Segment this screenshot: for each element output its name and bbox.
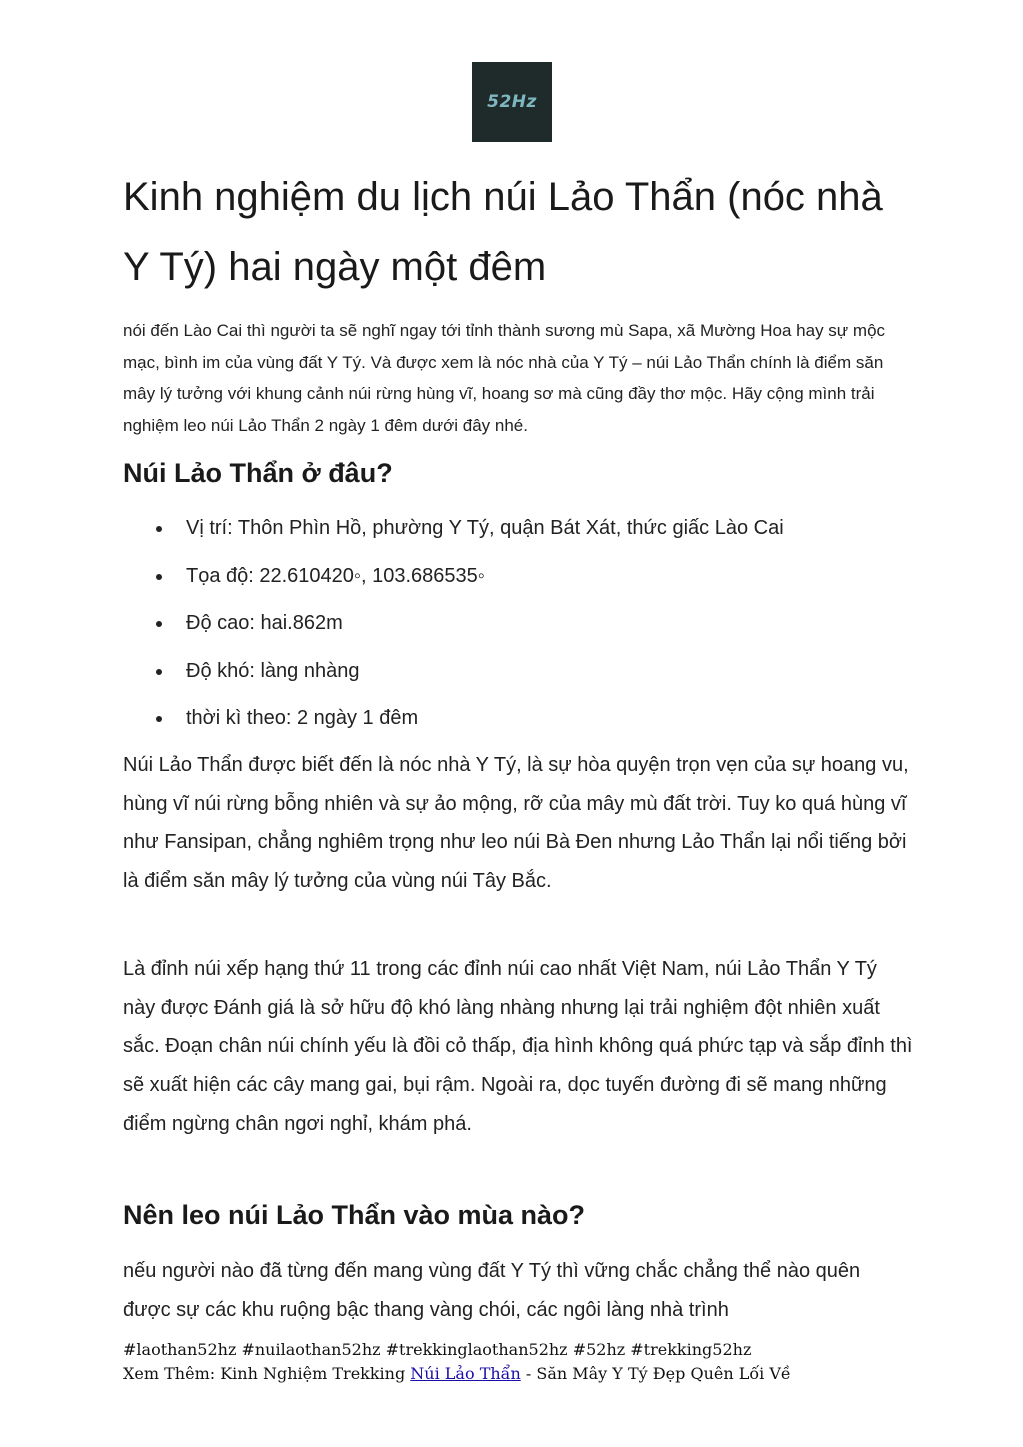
bullet-icon xyxy=(156,669,162,675)
see-more-suffix: - Săn Mây Y Tý Đẹp Quên Lối Về xyxy=(520,1364,791,1383)
list-item xyxy=(123,600,913,648)
body-paragraph: nếu người nào đã từng đến mang vùng đất Y Tý thì vững chắc chẳng thể nào quên được sự các khu ruộng bậc thang vàng chói, các ngôi làng nhà trình xyxy=(123,1260,861,1321)
list-item xyxy=(123,695,913,743)
brand-logo xyxy=(472,62,552,142)
intro-paragraph: nói đến Lào Cai thì người ta sẽ nghĩ ngay tới tỉnh thành sương mù Sapa, xã Mường Hoa hay sự mộc mạc, bình im của vùng đất Y Tý. Và được xem là nóc nhà của Y Tý – núi Lảo Thẩn chính là điểm săn mây lý tưởng với khung cảnh núi rừng hùng vĩ, hoang sơ mà cũng đầy thơ mộc. Hãy cộng mình trải nghiệm leo núi Lảo Thẩn 2 ngày 1 đêm dưới đây nhé. xyxy=(123,321,886,435)
fact-text: Vị trí: Thôn Phìn Hồ, phường Y Tý, quận Bát Xát, thức giấc Lào Cai xyxy=(186,517,784,539)
page-title: Kinh nghiệm du lịch núi Lảo Thẩn (nóc nhà Y Tý) hai ngày một đêm xyxy=(123,175,883,289)
fact-text: thời kì theo: 2 ngày 1 đêm xyxy=(186,707,419,729)
bullet-icon xyxy=(156,526,162,532)
see-more-prefix: Xem Thêm: Kinh Nghiệm Trekking xyxy=(123,1364,411,1383)
fact-text: Tọa độ: 22.610420◦, 103.686535◦ xyxy=(186,564,485,587)
body-paragraph: Là đỉnh núi xếp hạng thứ 11 trong các đỉnh núi cao nhất Việt Nam, núi Lảo Thẩn Y Tý này được Đánh giá là sở hữu độ khó làng nhàng nhưng lại trải nghiệm đột nhiên xuất sắc. Đoạn chân núi chính yếu là đồi cỏ thấp, địa hình không quá phức tạp và sắp đỉnh thì sẽ xuất hiện các cây mang gai, bụi rậm. Ngoài ra, dọc tuyến đường đi sẽ mang những điểm ngừng chân ngơi nghỉ, khám phá. xyxy=(123,958,913,1135)
bullet-icon xyxy=(156,574,162,580)
fact-text: Độ cao: hai.862m xyxy=(186,612,343,634)
hashtags: #laothan52hz #nuilaothan52hz #trekkinglaothan52hz #52hz #trekking52hz xyxy=(123,1340,752,1359)
section-heading-season: Nên leo núi Lảo Thẩn vào mùa nào? xyxy=(123,1200,586,1230)
body-paragraph: Núi Lảo Thẩn được biết đến là nóc nhà Y Tý, là sự hòa quyện trọn vẹn của sự hoang vu, hùng vĩ núi rừng bỗng nhiên và sự ảo mộng, rỡ của mây mù đất trời. Tuy ko quá hùng vĩ như Fansipan, chẳng nghiêm trọng như leo núi Bà Đen nhưng Lảo Thẩn lại nổi tiếng bởi là điểm săn mây lý tưởng của vùng núi Tây Bắc. xyxy=(123,754,909,893)
list-item xyxy=(123,505,913,553)
see-more-link[interactable]: Núi Lảo Thẩn xyxy=(410,1364,521,1383)
see-more-line xyxy=(123,1362,923,1386)
bullet-icon xyxy=(156,716,162,722)
facts-list xyxy=(123,505,913,743)
bullet-icon xyxy=(156,621,162,627)
list-item xyxy=(123,553,913,601)
section-heading-where: Núi Lảo Thẩn ở đâu? xyxy=(123,458,393,488)
list-item xyxy=(123,648,913,696)
logo-text: 52Hz xyxy=(487,92,537,112)
page-footer xyxy=(123,1338,923,1386)
fact-text: Độ khó: làng nhàng xyxy=(186,659,360,682)
